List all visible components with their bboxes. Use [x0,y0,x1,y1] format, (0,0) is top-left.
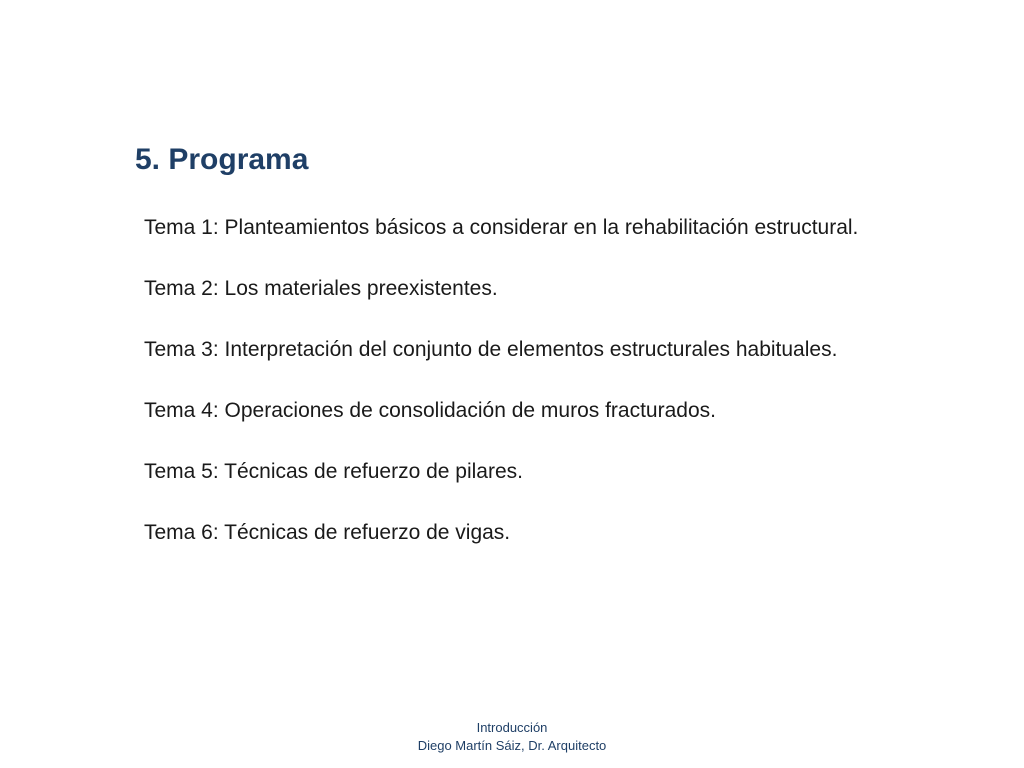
topic-item-1: Tema 1: Planteamientos básicos a considerar en la rehabilitación estructural. [144,216,859,239]
slide-footer [0,719,1024,755]
topic-item-2: Tema 2: Los materiales preexistentes. [144,277,498,300]
footer-author: Diego Martín Sáiz, Dr. Arquitecto [417,738,607,753]
topic-item-6: Tema 6: Técnicas de refuerzo de vigas. [144,521,511,544]
topic-item-3: Tema 3: Interpretación del conjunto de elementos estructurales habituales. [144,338,838,361]
topic-item-4: Tema 4: Operaciones de consolidación de muros fracturados. [144,399,716,422]
topic-item-5: Tema 5: Técnicas de refuerzo de pilares. [144,460,523,483]
footer-section: Introducción [476,720,548,735]
topic-list [144,211,858,577]
slide-title: 5. Programa [135,143,309,176]
